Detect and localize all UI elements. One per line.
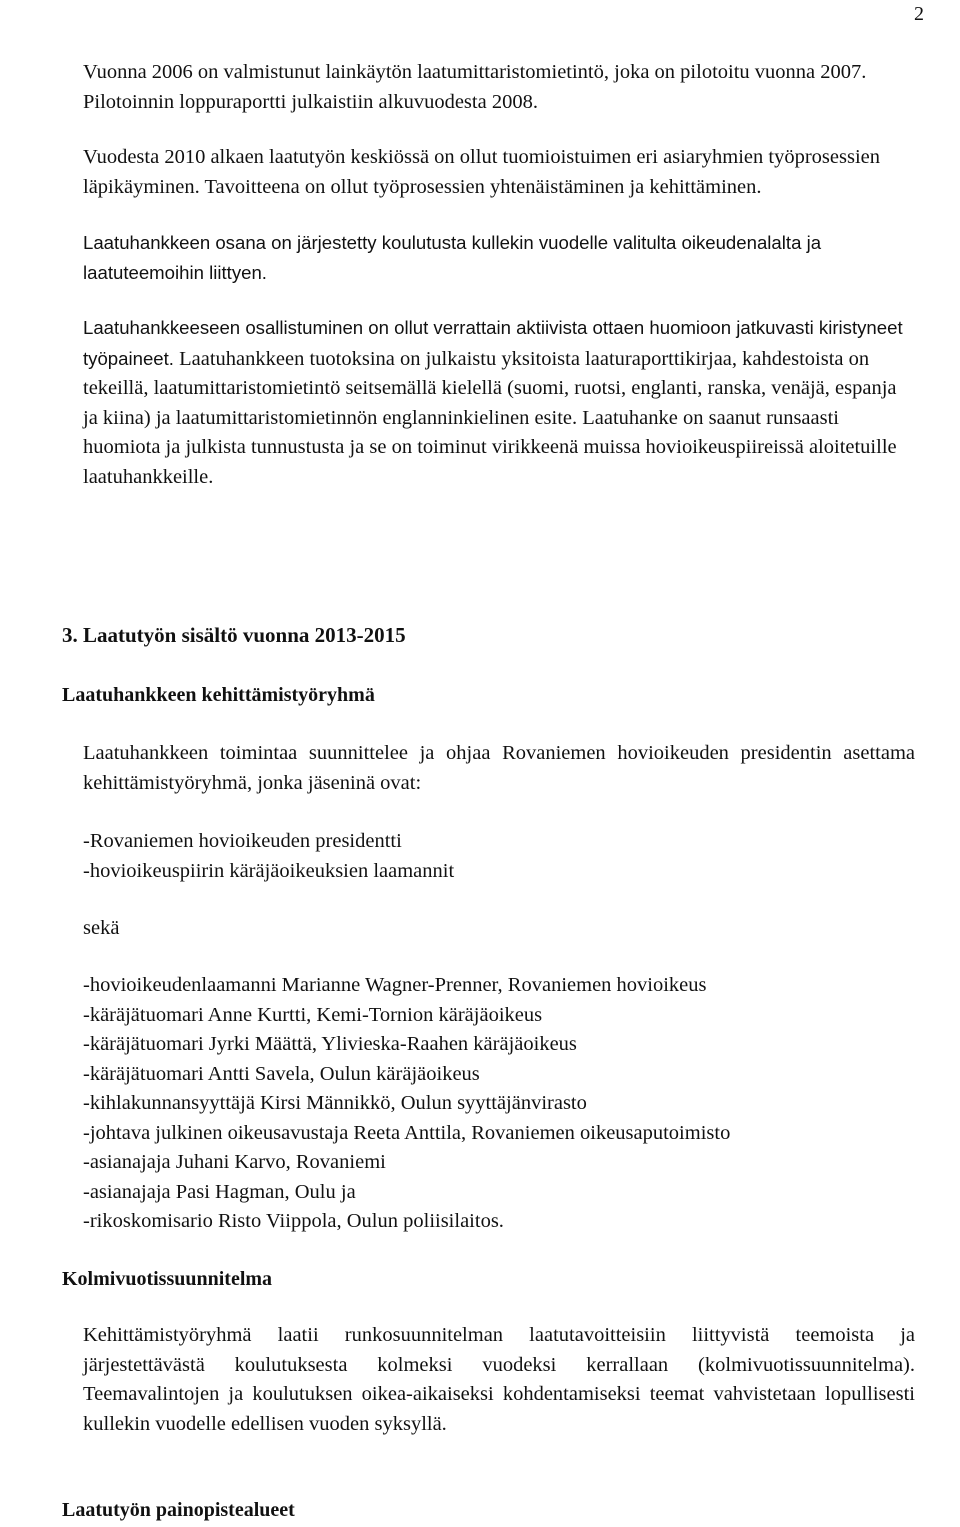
paragraph-4-rest: Laatuhankkeen tuotoksina on julkaistu yksitoista laaturaporttikirjaa, kahdestoista on tekeillä, laatumittaristomietintö seitsemällä kielellä (suomi, ruotsi, englanti, ranska, venäjä, espanja ja kiina) ja laatumittaristomietinnön englanninkielinen esite. Laatuhanke on saanut runsaasti huomiota ja julkista tunnustusta ja se on toiminut virikkeenä muissa hovioikeuspiireissä aloitetuille laatuhankkeille. [83, 347, 897, 488]
paragraph-4 [83, 313, 915, 492]
members-list-b [83, 971, 915, 1237]
subheading-plan: Kolmivuotissuunnitelma [62, 1268, 273, 1290]
paragraph-4-text [83, 317, 903, 488]
subheading-group: Laatuhankkeen kehittämistyöryhmä [62, 684, 375, 706]
and-word: sekä [83, 917, 120, 939]
list-item: -asianajaja Pasi Hagman, Oulu ja [83, 1180, 356, 1203]
members-list-a [83, 827, 915, 886]
group-intro: Laatuhankkeen toimintaa suunnittelee ja ohjaa Rovaniemen hovioikeuden presidentin asettama kehittämistyöryhmä, jonka jäseninä ovat: [83, 742, 915, 794]
paragraph-4-lead-sentence: Laatuhankkeeseen osallistuminen on ollut verrattain aktiivista ottaen huomioon jatkuvasti kiristyneet työpaineet. [83, 317, 903, 369]
page-number: 2 [914, 3, 924, 25]
list-item: -hovioikeudenlaamanni Marianne Wagner-Prenner, Rovaniemen hovioikeus [83, 974, 707, 996]
paragraph-2: Vuodesta 2010 alkaen laatutyön keskiössä on ollut tuomioistuimen eri asiaryhmien työprosessien läpikäyminen. Tavoitteena on ollut työprosessien yhtenäistäminen ja kehittäminen. [83, 146, 880, 198]
paragraph-3: Laatuhankkeen osana on järjestetty koulutusta kullekin vuodelle valitulta oikeudenalalta ja laatuteemoihin liittyen. [83, 232, 822, 283]
plan-text: Kehittämistyöryhmä laatii runkosuunnitelman laatutavoitteisiin liittyvistä teemoista ja järjestettävästä koulutuksesta kolmeksi vuodeksi kerrallaan (kolmivuotissuunnitelma). Teemavalintojen ja koulutuksen oikea-aikaiseksi kohdentamiseksi teemat vahvistetaan lopullisesti kullekin vuodelle edellisen vuoden syksyllä. [83, 1324, 915, 1435]
list-item: -rikoskomisario Risto Viippola, Oulun poliisilaitos. [83, 1210, 504, 1232]
paragraph-1: Vuonna 2006 on valmistunut lainkäytön laatumittaristomietintö, joka on pilotoitu vuonna 2007. Pilotoinnin loppuraportti julkaistiin alkuvuodesta 2008. [83, 61, 867, 113]
list-item: -käräjätuomari Anne Kurtti, Kemi-Tornion käräjäoikeus [83, 1003, 543, 1026]
intro-paragraphs [83, 58, 915, 492]
subheading-focus: Laatutyön painopistealueet [62, 1499, 295, 1521]
list-item: -Rovaniemen hovioikeuden presidentti [83, 830, 402, 852]
list-item: -hovioikeuspiirin käräjäoikeuksien laamannit [83, 859, 455, 882]
section-title: 3. Laatutyön sisältö vuonna 2013-2015 [62, 623, 406, 647]
list-item: -käräjätuomari Antti Savela, Oulun käräjäoikeus [83, 1062, 480, 1085]
list-item: -asianajaja Juhani Karvo, Rovaniemi [83, 1151, 386, 1173]
list-item: -kihlakunnansyyttäjä Kirsi Männikkö, Oulun syyttäjänvirasto [83, 1092, 587, 1114]
list-item: -käräjätuomari Jyrki Määttä, Ylivieska-Raahen käräjäoikeus [83, 1033, 577, 1055]
list-item: -johtava julkinen oikeusavustaja Reeta Anttila, Rovaniemen oikeusaputoimisto [83, 1121, 731, 1144]
